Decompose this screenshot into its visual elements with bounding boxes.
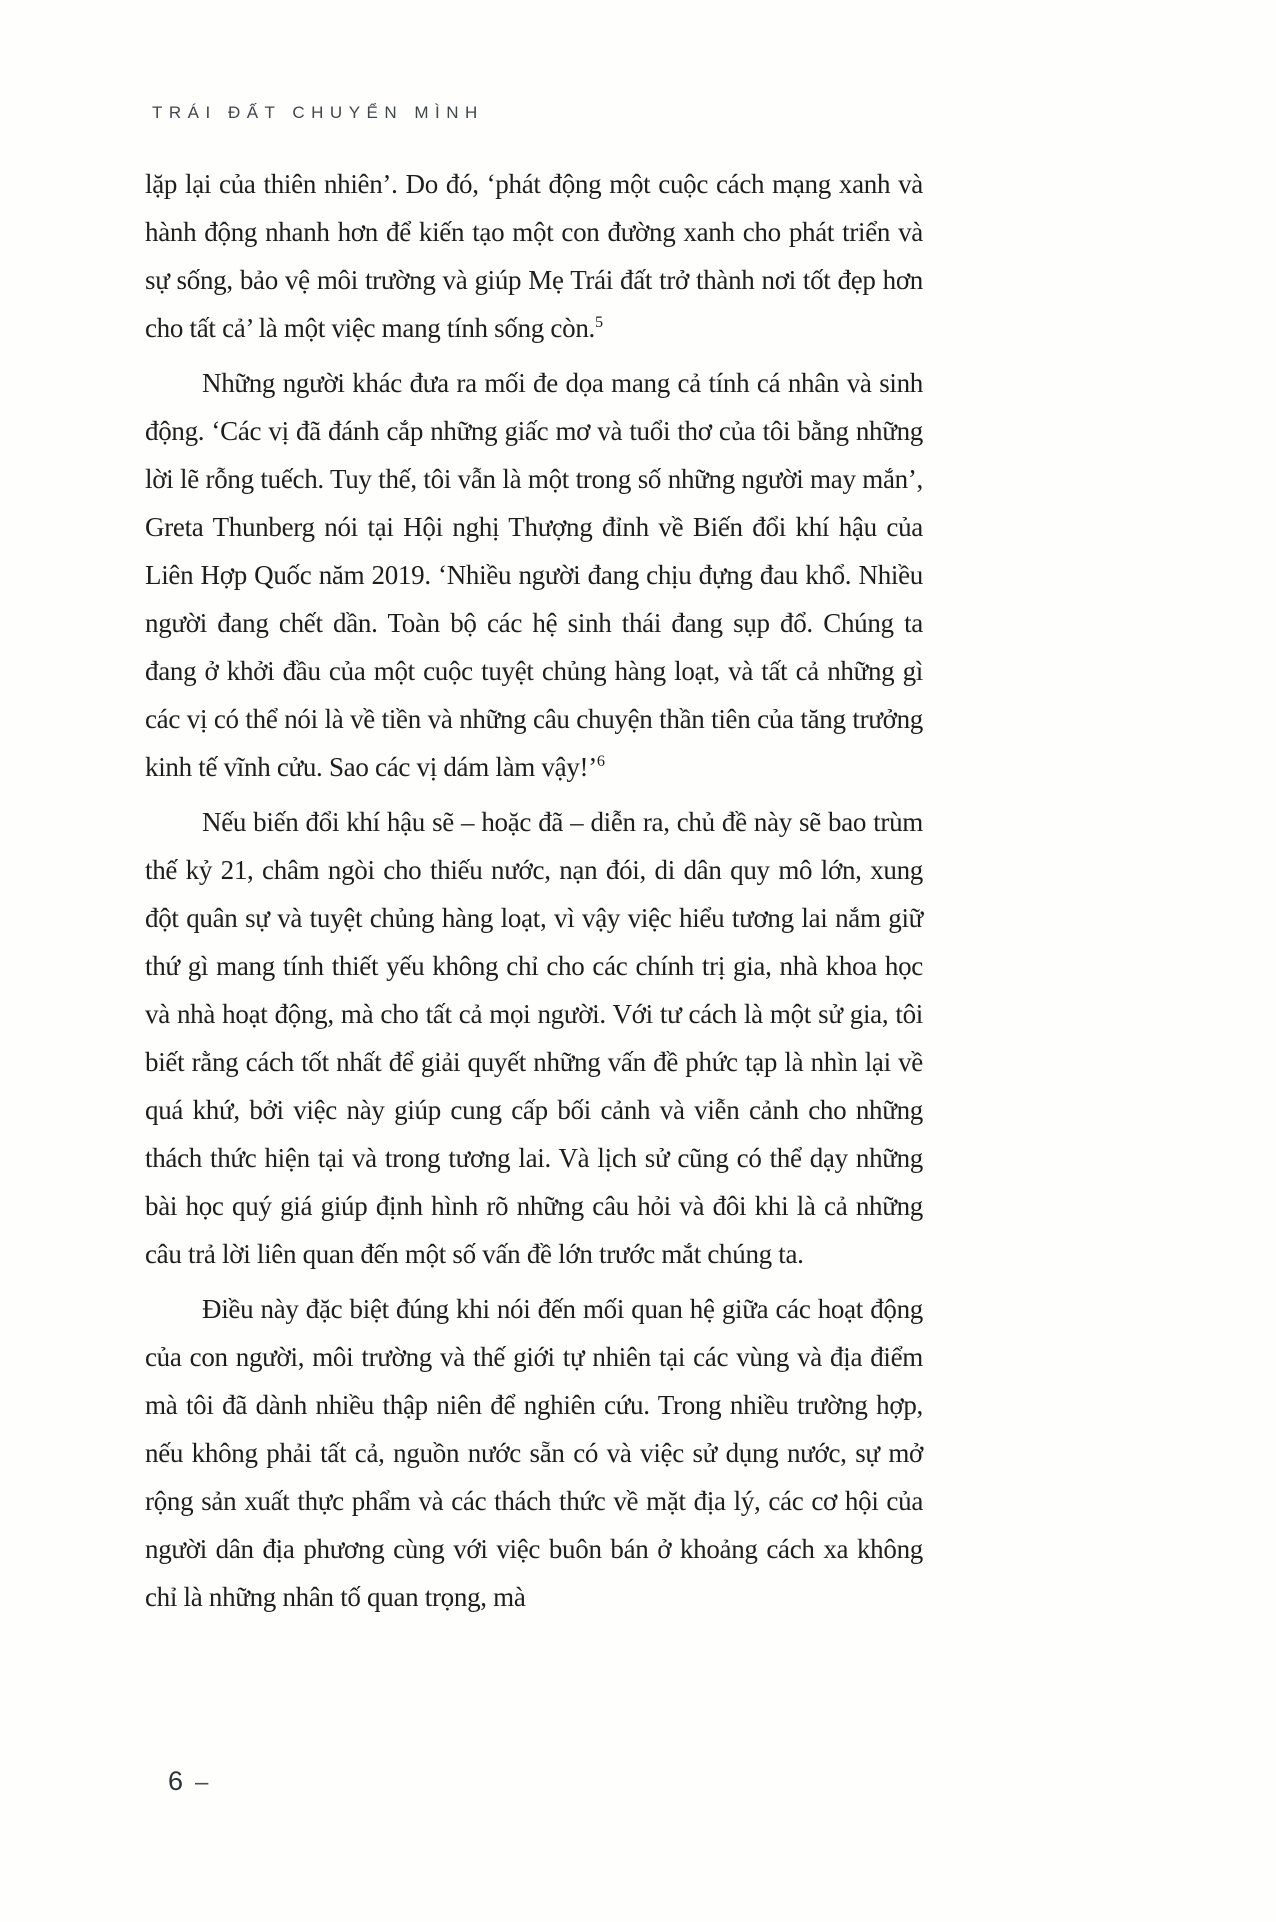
running-header: TRÁI ĐẤT CHUYỂN MÌNH — [152, 103, 484, 122]
page-footer — [168, 1766, 208, 1797]
page-number-dash: – — [195, 1769, 209, 1796]
page-number: 6 — [168, 1766, 184, 1796]
paragraph: Những người khác đưa ra mối đe dọa mang cả tính cá nhân và sinh động. ‘Các vị đã đánh cắp những giấc mơ và tuổi thơ của tôi bằng những lời lẽ rỗng tuếch. Tuy thế, tôi vẫn là một trong số những người may mắn’, Greta Thunberg nói tại Hội nghị Thượng đỉnh về Biến đổi khí hậu của Liên Hợp Quốc năm 2019. ‘Nhiều người đang chịu đựng đau khổ. Nhiều người đang chết dần. Toàn bộ các hệ sinh thái đang sụp đổ. Chúng ta đang ở khởi đầu của một cuộc tuyệt chủng hàng loạt, và tất cả những gì các vị có thể nói là về tiền và những câu chuyện thần tiên của tăng trưởng kinh tế vĩnh cửu. Sao các vị dám làm vậy!’$^6$ — [145, 368, 923, 782]
paragraph: Nếu biến đổi khí hậu sẽ – hoặc đã – diễn ra, chủ đề này sẽ bao trùm thế kỷ 21, châm ngòi cho thiếu nước, nạn đói, di dân quy mô lớn, xung đột quân sự và tuyệt chủng hàng loạt, vì vậy việc hiểu tương lai nắm giữ thứ gì mang tính thiết yếu không chỉ cho các chính trị gia, nhà khoa học và nhà hoạt động, mà cho tất cả mọi người. Với tư cách là một sử gia, tôi biết rằng cách tốt nhất để giải quyết những vấn đề phức tạp là nhìn lại về quá khứ, bởi việc này giúp cung cấp bối cảnh và viễn cảnh cho những thách thức hiện tại và trong tương lai. Và lịch sử cũng có thể dạy những bài học quý giá giúp định hình rõ những câu hỏi và đôi khi là cả những câu trả lời liên quan đến một số vấn đề lớn trước mắt chúng ta. — [145, 807, 923, 1269]
footnote-marker: 6 — [596, 752, 605, 770]
page-body — [145, 160, 923, 1628]
body-paragraphs — [145, 160, 923, 1621]
footnote-marker: 5 — [594, 313, 604, 331]
paragraph: lặp lại của thiên nhiên’. Do đó, ‘phát động một cuộc cách mạng xanh và hành động nhanh hơn để kiến tạo một con đường xanh cho phát triển và sự sống, bảo vệ môi trường và giúp Mẹ Trái đất trở thành nơi tốt đẹp hơn cho tất cả’ là một việc mang tính sống còn.$^5$ — [145, 169, 923, 343]
paragraph: Điều này đặc biệt đúng khi nói đến mối quan hệ giữa các hoạt động của con người, môi trường và thế giới tự nhiên tại các vùng và địa điểm mà tôi đã dành nhiều thập niên để nghiên cứu. Trong nhiều trường hợp, nếu không phải tất cả, nguồn nước sẵn có và việc sử dụng nước, sự mở rộng sản xuất thực phẩm và các thách thức về mặt địa lý, các cơ hội của người dân địa phương cùng với việc buôn bán ở khoảng cách xa không chỉ là những nhân tố quan trọng, mà — [145, 1294, 923, 1612]
